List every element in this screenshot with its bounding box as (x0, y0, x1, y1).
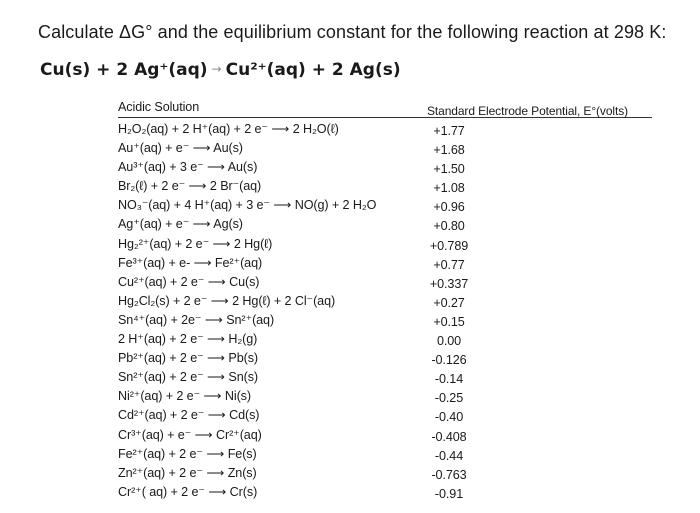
half-reaction: Zn²⁺(aq) + 2 e⁻ ⟶ Zn(s) (118, 465, 257, 480)
electrode-potential: +1.08 (433, 181, 465, 196)
electrode-potential: +0.27 (433, 295, 465, 310)
table-row (118, 215, 652, 234)
half-reaction: Ni²⁺(aq) + 2 e⁻ ⟶ Ni(s) (118, 389, 251, 404)
half-reaction: Cu²⁺(aq) + 2 e⁻ ⟶ Cu(s) (118, 274, 260, 289)
electrode-potential: 0.00 (436, 334, 462, 349)
table-row (118, 120, 652, 139)
electrode-potential: -0.91 (434, 486, 464, 501)
half-reaction: Au³⁺(aq) + 3 e⁻ ⟶ Au(s) (118, 160, 258, 175)
electrode-potential: -0.44 (434, 448, 464, 463)
electrode-potential: +0.96 (433, 200, 465, 215)
table-header (118, 99, 652, 118)
table-row (118, 177, 652, 196)
half-reaction: Hg₂²⁺(aq) + 2 e⁻ ⟶ 2 Hg(ℓ) (118, 236, 273, 251)
half-reaction: NO₃⁻(aq) + 4 H⁺(aq) + 3 e⁻ ⟶ NO(g) + 2 H₂O (118, 198, 377, 213)
reaction-products: Cu²⁺(aq) + 2 Ag(s) (225, 60, 401, 80)
half-reaction: Ag⁺(aq) + e⁻ ⟶ Ag(s) (118, 217, 243, 232)
half-reaction: Cr²⁺( aq) + 2 e⁻ ⟶ Cr(s) (118, 484, 258, 499)
electrode-potential: -0.763 (431, 467, 467, 482)
electrode-potential: -0.14 (434, 372, 464, 387)
electrode-potential: +0.80 (433, 219, 465, 234)
table-row (118, 406, 652, 425)
table-row (118, 445, 652, 464)
header-acidic-solution: Acidic Solution (118, 100, 200, 114)
table-row (118, 196, 652, 215)
table-row (118, 139, 652, 158)
electrode-potential: +0.15 (433, 314, 465, 329)
half-reaction: Au⁺(aq) + e⁻ ⟶ Au(s) (118, 141, 243, 156)
half-reaction: 2 H⁺(aq) + 2 e⁻ ⟶ H₂(g) (118, 332, 258, 347)
reaction-arrow: → (211, 62, 222, 76)
electrode-potential: +0.337 (429, 276, 469, 291)
electrode-potential: -0.25 (434, 391, 464, 406)
table-row (118, 368, 652, 387)
table-row (118, 330, 652, 349)
electrode-potential: -0.408 (431, 429, 467, 444)
table-row (118, 483, 652, 502)
half-reaction: Cd²⁺(aq) + 2 e⁻ ⟶ Cd(s) (118, 408, 260, 423)
electrode-potential: +0.789 (429, 238, 469, 253)
half-reaction: Br₂(ℓ) + 2 e⁻ ⟶ 2 Br⁻(aq) (118, 179, 262, 194)
table-row (118, 292, 652, 311)
electrode-potential: -0.40 (434, 410, 464, 425)
half-reaction: Pb²⁺(aq) + 2 e⁻ ⟶ Pb(s) (118, 351, 258, 366)
table-row (118, 273, 652, 292)
half-reaction: Fe²⁺(aq) + 2 e⁻ ⟶ Fe(s) (118, 446, 257, 461)
table-row (118, 254, 652, 273)
table-row (118, 235, 652, 254)
half-reaction: H₂O₂(aq) + 2 H⁺(aq) + 2 e⁻ ⟶ 2 H₂O(ℓ) (118, 122, 339, 136)
half-reaction: Sn²⁺(aq) + 2 e⁻ ⟶ Sn(s) (118, 370, 258, 385)
reaction-equation (40, 60, 401, 80)
half-reaction: Cr³⁺(aq) + e⁻ ⟶ Cr²⁺(aq) (118, 427, 262, 442)
table-row (118, 464, 652, 483)
table-row (118, 349, 652, 368)
table-row (118, 158, 652, 177)
header-standard-potential: Standard Electrode Potential, E°(volts) (427, 104, 629, 118)
question-text: Calculate ΔG° and the equilibrium constant for the following reaction at 298 K: (38, 22, 667, 42)
half-reaction: Fe³⁺(aq) + e- ⟶ Fe²⁺(aq) (118, 255, 263, 270)
table-row (118, 311, 652, 330)
table-row (118, 387, 652, 406)
electrode-potential: -0.126 (431, 353, 467, 368)
electrode-potential-table (118, 99, 652, 502)
electrode-potential: +1.77 (433, 124, 465, 138)
half-reaction: Sn⁴⁺(aq) + 2e⁻ ⟶ Sn²⁺(aq) (118, 312, 275, 327)
table-body (118, 120, 652, 502)
half-reaction: Hg₂Cl₂(s) + 2 e⁻ ⟶ 2 Hg(ℓ) + 2 Cl⁻(aq) (118, 293, 336, 308)
electrode-potential: +0.77 (433, 257, 465, 272)
electrode-potential: +1.50 (433, 162, 465, 177)
electrode-potential: +1.68 (433, 143, 465, 158)
table-row (118, 426, 652, 445)
reaction-reactants: Cu(s) + 2 Ag⁺(aq) (40, 60, 208, 80)
